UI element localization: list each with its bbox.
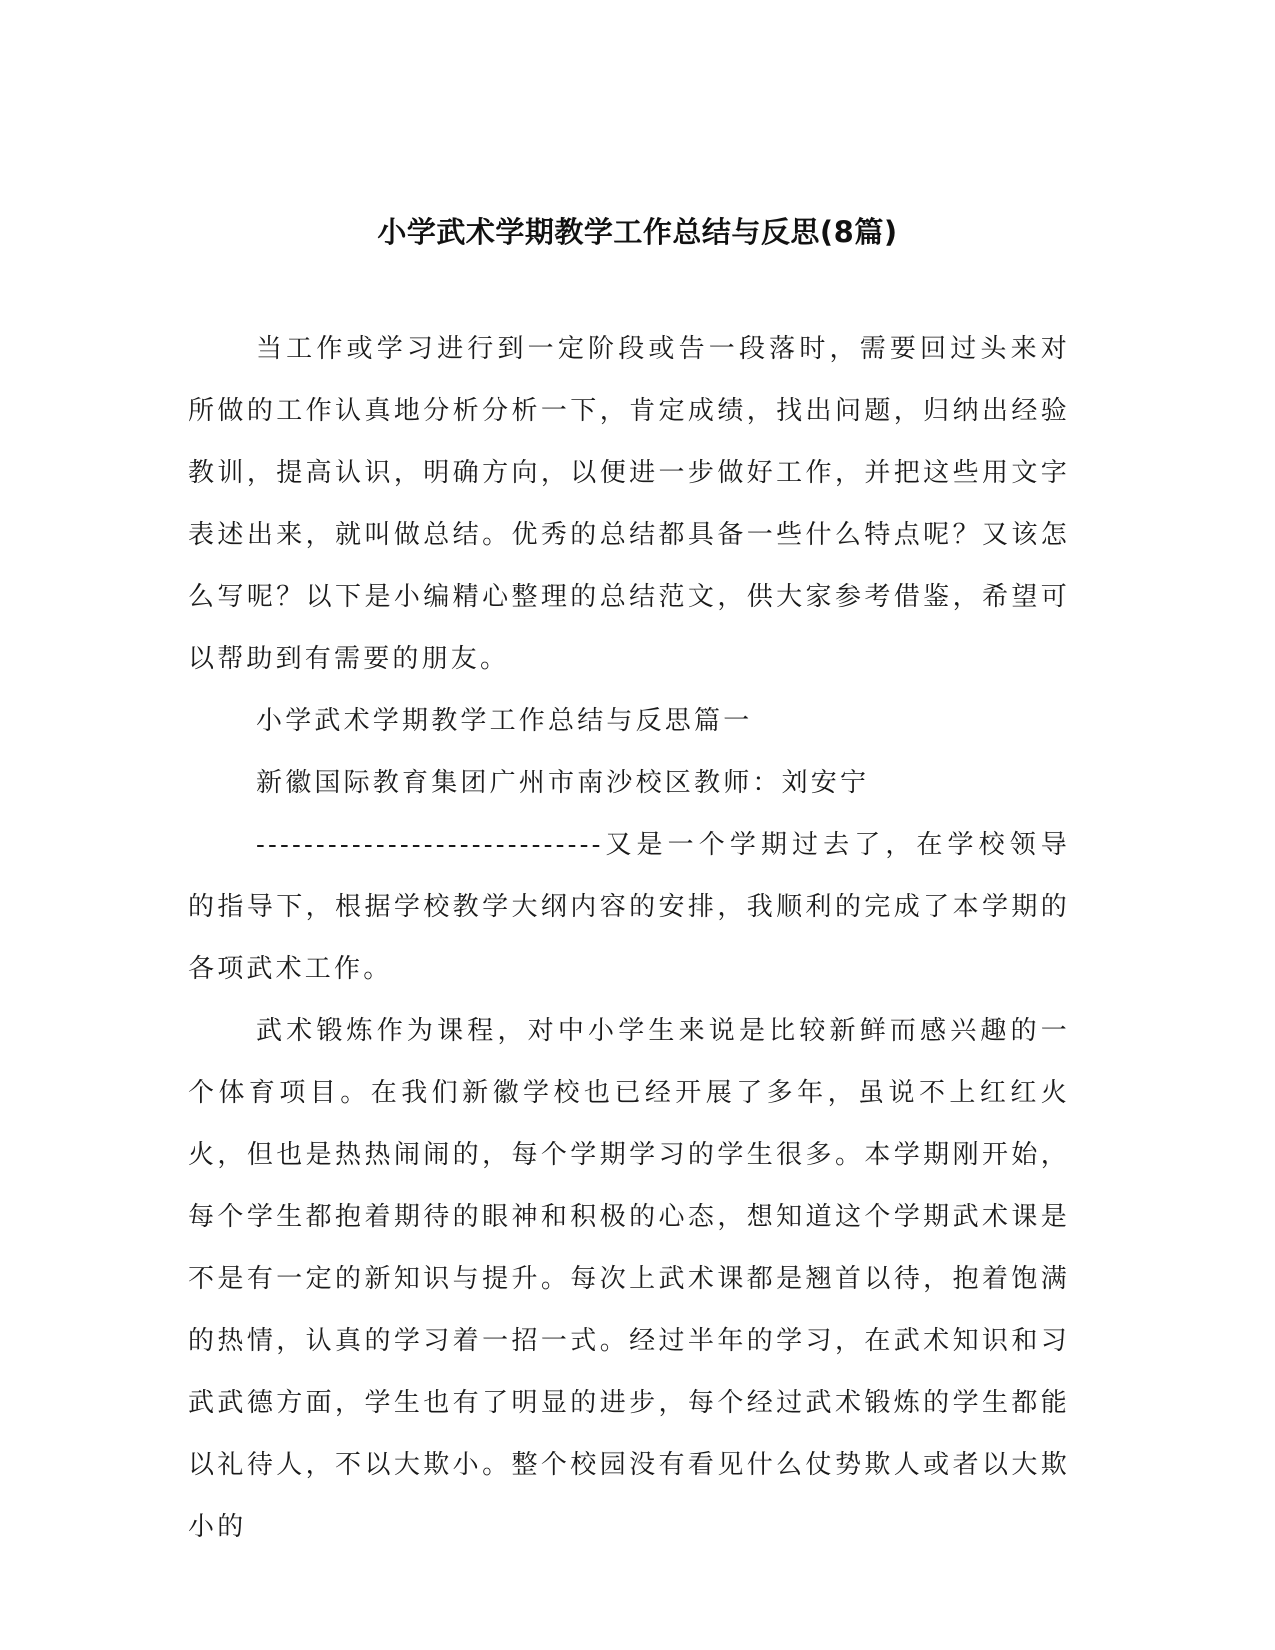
document-title: 小学武术学期教学工作总结与反思(8篇)	[377, 215, 898, 249]
body-paragraph: 武术锻炼作为课程，对中小学生来说是比较新鲜而感兴趣的一个体育项目。在我们新徽学校也已经开展了多年，虽说不上红红火火，但也是热热闹闹的，每个学期学习的学生很多。本学期刚开始，每个学生都抱着期待的眼神和积极的心态，想知道这个学期武术课是不是有一定的新知识与提升。每次上武术课都是翘首以待，抱着饱满的热情，认真的学习着一招一式。经过半年的学习，在武术知识和习武武德方面，学生也有了明显的进步，每个经过武术锻炼的学生都能以礼待人，不以大欺小。整个校园没有看见什么仗势欺人或者以大欺小的	[188, 1016, 1070, 1542]
author-line: 新徽国际教育集团广州市南沙校区教师：刘安宁	[256, 768, 870, 798]
body-paragraph: -----------------------------又是一个学期过去了，在学校领导的指导下，根据学校教学大纲内容的安排，我顺利的完成了本学期的各项武术工作。	[188, 830, 1070, 984]
document-body	[188, 318, 1070, 1558]
section-heading: 小学武术学期教学工作总结与反思篇一	[256, 706, 753, 736]
intro-paragraph: 当工作或学习进行到一定阶段或告一段落时，需要回过头来对所做的工作认真地分析分析一下，肯定成绩，找出问题，归纳出经验教训，提高认识，明确方向，以便进一步做好工作，并把这些用文字表述出来，就叫做总结。优秀的总结都具备一些什么特点呢？又该怎么写呢？以下是小编精心整理的总结范文，供大家参考借鉴，希望可以帮助到有需要的朋友。	[188, 334, 1070, 674]
